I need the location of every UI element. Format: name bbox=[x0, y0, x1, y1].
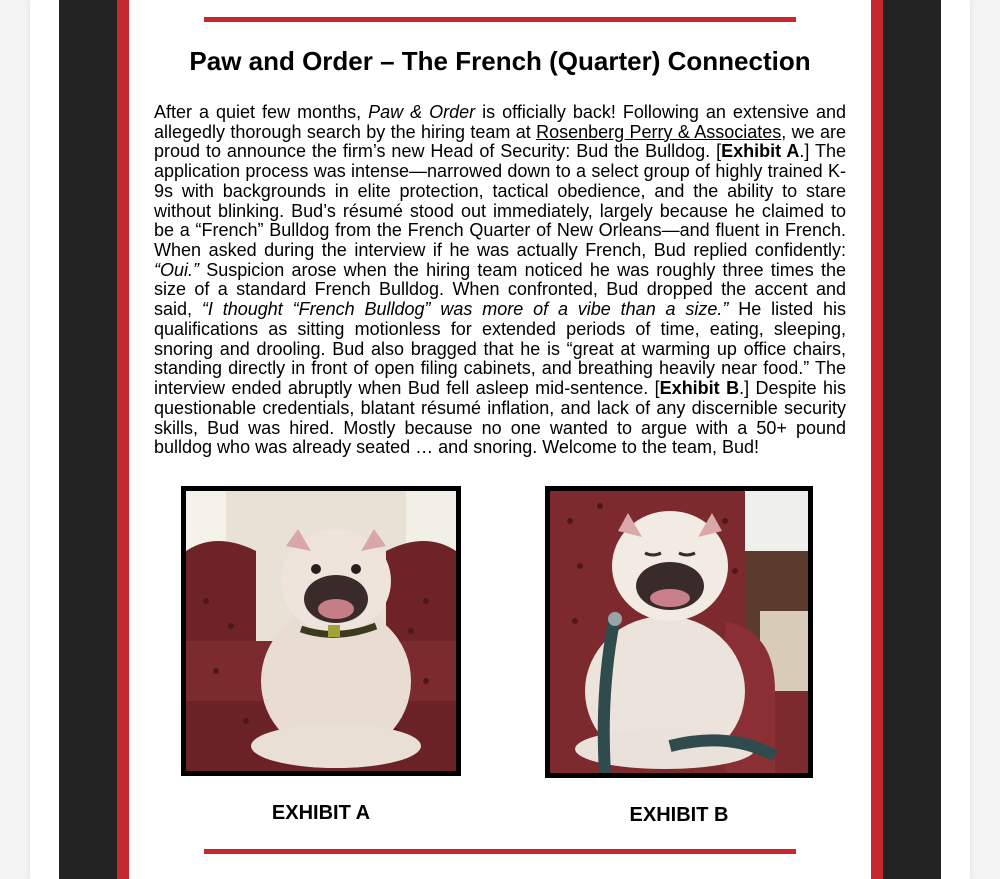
exhibit-a-photo bbox=[181, 486, 461, 776]
article-title: Paw and Order – The French (Quarter) Connection bbox=[189, 46, 811, 76]
quote-vibe: “I thought “French Bulldog” was more of a vibe than a size.” bbox=[201, 299, 729, 320]
exhibit-a-reference: Exhibit A bbox=[721, 141, 800, 162]
newsletter-section bbox=[129, 0, 871, 879]
quote-oui: “Oui.” bbox=[154, 259, 199, 280]
bulldog-sofa-illustration bbox=[186, 491, 456, 771]
bottom-divider bbox=[204, 849, 796, 854]
body-text: .] The application process was intense—narrowed down to a select group of highly trained K-9s with backgrounds in elite protection, tactical obedience, and the ability to stare without blinking. Bud’s résumé stood out immediately, largely because he claimed to be a “French” Bulldog from the French Quarter of New Orleans—and fluent in French. When asked during the interview if he was actually French, Bud replied confidently: bbox=[154, 141, 846, 261]
top-divider bbox=[204, 17, 796, 22]
firm-link[interactable]: Rosenberg Perry & Associates bbox=[536, 121, 782, 142]
exhibit-b-reference: Exhibit B bbox=[659, 378, 740, 399]
exhibit-b-caption: EXHIBIT B bbox=[629, 804, 729, 826]
bulldog-chair-illustration bbox=[550, 491, 808, 773]
exhibit-a-caption: EXHIBIT A bbox=[271, 802, 371, 824]
article-body bbox=[154, 103, 846, 458]
column-name: Paw & Order bbox=[368, 102, 476, 122]
body-text: Suspicion arose when the hiring team noticed he was roughly three times the size of a standard French Bulldog. When confronted, Bud dropped the accent and said, bbox=[154, 259, 846, 320]
body-text: He listed his qualifications as sitting motionless for extended periods of time, eating, sleeping, snoring and drooling. Bud also bragged that he is “great at warming up office chairs, standing directly in front of open filing cabinets, and breathing heavily near food.” The interview ended abruptly when Bud fell asleep mid-sentence. [ bbox=[154, 299, 847, 399]
body-text: After a quiet few months, bbox=[154, 102, 369, 122]
exhibit-b-photo bbox=[545, 486, 813, 778]
body-text: .] Despite his questionable credentials, blatant résumé inflation, and lack of any discernible security skills, Bud was hired. Mostly because no one wanted to argue with a 50+ pound bulldog who was already seated … and snoring. Welcome to the team, Bud! bbox=[154, 378, 846, 458]
body-text: , we are proud to announce the firm’s new Head of Security: Bud the Bulldog. [ bbox=[154, 121, 847, 162]
body-text: is officially back! Following an extensive and allegedly thorough search by the hiring team at bbox=[154, 102, 847, 142]
